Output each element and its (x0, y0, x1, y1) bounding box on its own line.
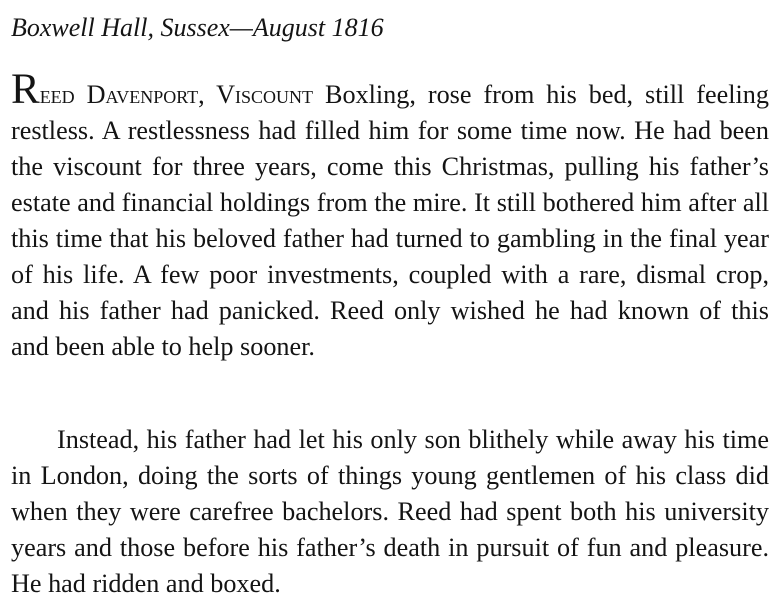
chapter-heading: Boxwell Hall, Sussex—August 1816 (11, 13, 384, 42)
paragraph-1 (11, 66, 769, 365)
paragraph-1-text: Boxling, rose from his bed, still feeling restless. A restlessness had filled him for some time now. He had been the viscount for three years, come this Christmas, pulling his father’s estate and financial holdings from the mire. It still bothered him after all this time that his beloved father had turned to gambling in the final year of his life. A few poor investments, coupled with a rare, dismal crop, and his father had panicked. Reed only wished he had known of this and been able to help sooner. (11, 80, 769, 361)
drop-cap: R (11, 66, 40, 113)
paragraph-2 (11, 422, 769, 602)
small-caps-lead-in: eed Davenport, Viscount (39, 80, 314, 109)
paragraph-2-text: Instead, his father had let his only son blithely while away his time in London, doing the sorts of things young gentlemen of his class did when they were carefree bachelors. Reed had spent both his university years and those before his father’s death in pursuit of fun and pleasure. He had ridden and boxed. (11, 425, 769, 598)
